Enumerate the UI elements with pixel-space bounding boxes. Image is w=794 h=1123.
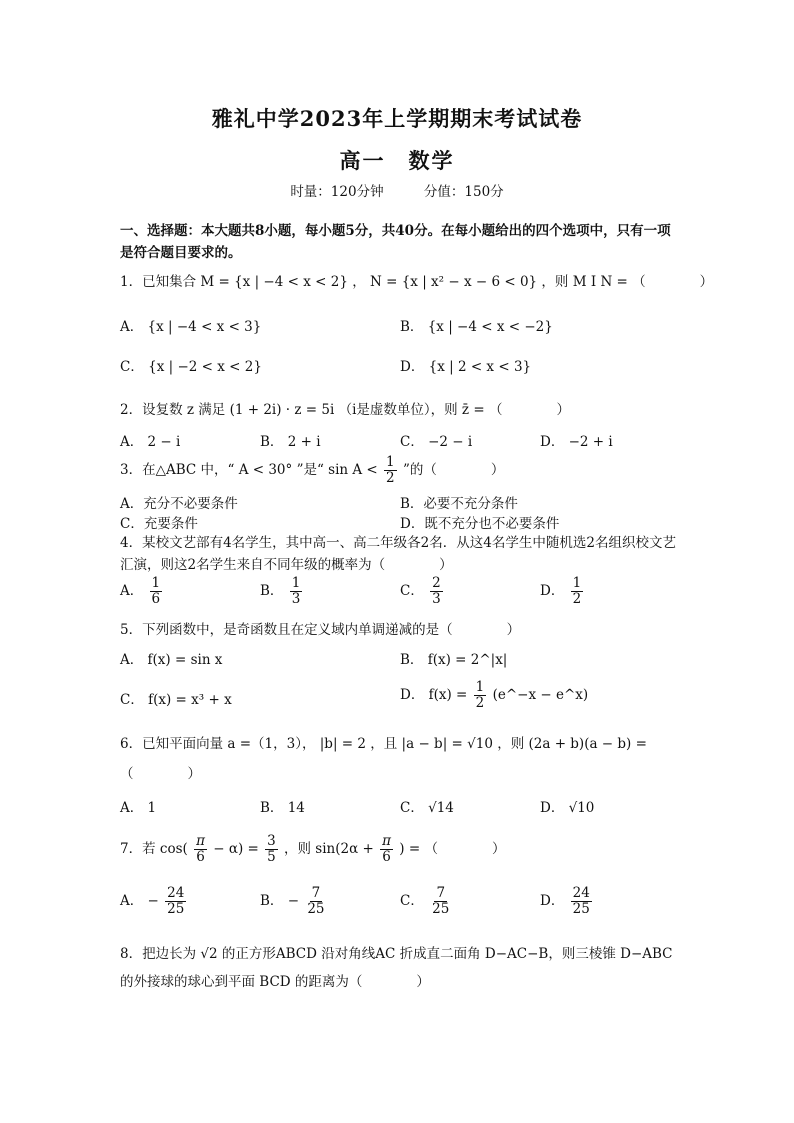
q4-a-label: A． — [120, 583, 144, 599]
q2-stem: 2．设复数 z 满足 (1 + 2i) · z = 5i （i是虚数单位），则 z̄ = （ ） — [120, 402, 570, 418]
q3-option-a: A．充分不必要条件 — [120, 496, 238, 512]
q4-d-fraction — [571, 576, 584, 607]
exam-score: 分值：150分 — [423, 184, 504, 200]
q7-three-fifths — [265, 834, 278, 865]
q3-stem — [120, 455, 680, 486]
q7-a-num: 24 — [167, 885, 185, 901]
q5-options-row2 — [120, 680, 680, 720]
q5-d-pre: D． f(x) = — [400, 687, 468, 703]
q2-option-b: B． 2 + i — [260, 434, 321, 450]
q3-stem-post: ”的（ ） — [402, 462, 505, 478]
q7-d-fraction — [571, 886, 592, 917]
q6-option-d: D． √10 — [540, 800, 595, 816]
q4-b-fraction — [290, 576, 303, 607]
q4-b-num: 1 — [291, 575, 301, 591]
q7-pi-b: π — [382, 833, 391, 849]
q4-option-b — [260, 576, 304, 607]
q5-option-d — [400, 680, 588, 711]
q7-five: 5 — [267, 849, 276, 865]
q4-d-den: 2 — [572, 591, 582, 607]
q7-b-sign: B． − — [260, 893, 300, 909]
q7-d-sign: D． — [540, 893, 565, 909]
q8-stem: 8．把边长为 √2 的正方形ABCD 沿对角线AC 折成直二面角 D−AC−B，则三棱锥 D−ABC — [120, 946, 673, 962]
exam-time: 时量：120分钟 — [290, 184, 384, 200]
q7-c-sign: C． — [400, 893, 424, 909]
q7-b-den: 25 — [307, 901, 325, 917]
q7-pi-over-6-b — [380, 834, 393, 865]
q7-option-c — [400, 886, 453, 917]
q5-options-row1 — [120, 648, 680, 672]
q7-c-num: 7 — [436, 885, 446, 901]
q4-c-num: 2 — [432, 575, 441, 591]
q3-frac-den: 2 — [386, 470, 395, 486]
q3-frac-num: 1 — [386, 454, 395, 470]
q4-c-label: C． — [400, 583, 424, 599]
q5-option-c: C． f(x) = x³ + x — [120, 692, 232, 708]
q4-c-den: 3 — [432, 591, 441, 607]
q1-stem: 1．已知集合 M = {x | −4 < x < 2} ， N = {x | x² − x − 6 < 0} ，则 M Ι N = （ ） — [120, 274, 714, 290]
q1-option-b: B． {x | −4 < x < −2} — [400, 319, 553, 335]
q4-d-label: D． — [540, 583, 565, 599]
section-heading: 一、选择题：本大题共8小题，每小题5分，共40分。在每小题给出的四个选项中，只有一项是符合题目要求的。 — [120, 223, 671, 261]
q4-options — [120, 576, 680, 616]
q5-option-a: A． f(x) = sin x — [120, 652, 223, 668]
q5-stem: 5．下列函数中，是奇函数且在定义域内单调递减的是（ ） — [120, 622, 521, 638]
q7-stem-pre: 7．若 cos( — [120, 841, 188, 857]
q7-b-num: 7 — [311, 885, 321, 901]
q4-b-den: 3 — [291, 591, 301, 607]
q7-stem-mid2: ，则 sin(2α + — [284, 841, 374, 857]
q1-option-a: A． {x | −4 < x < 3} — [120, 319, 262, 335]
q3-fraction — [384, 455, 397, 486]
q4-a-num: 1 — [151, 575, 161, 591]
q7-option-b — [260, 886, 329, 917]
q2-options — [120, 430, 680, 454]
q7-six-b: 6 — [382, 849, 391, 865]
q7-d-den: 25 — [572, 901, 590, 917]
q2-option-a: A． 2 − i — [120, 434, 181, 450]
q6-option-c: C． √14 — [400, 800, 454, 816]
q7-three: 3 — [267, 833, 276, 849]
q6-stem-2: （ ） — [120, 766, 201, 782]
q7-stem-post: ) = （ ） — [399, 841, 506, 857]
q4-d-num: 1 — [572, 575, 582, 591]
q3-option-d: D．既不充分也不必要条件 — [400, 516, 560, 532]
q7-options — [120, 886, 680, 926]
q3-option-b: B．必要不充分条件 — [400, 496, 518, 512]
q6-options — [120, 796, 680, 820]
exam-meta — [0, 180, 794, 200]
q7-d-num: 24 — [572, 885, 590, 901]
q1-options-row1 — [120, 315, 680, 339]
q4-a-den: 6 — [151, 591, 161, 607]
q4-b-label: B． — [260, 583, 284, 599]
q7-pi-over-6-a — [194, 834, 207, 865]
q4-option-c — [400, 576, 445, 607]
q4-a-fraction — [150, 576, 163, 607]
q7-a-fraction — [165, 886, 186, 917]
q4-stem: 4．某校文艺部有4名学生，其中高一、高二年级各2名．从这4名学生中随机选2名组织校文艺汇演，则这2名学生来自不同年级的概率为（ ） — [120, 535, 676, 573]
q7-a-den: 25 — [167, 901, 185, 917]
q1-option-c: C． {x | −2 < x < 2} — [120, 359, 262, 375]
q1-options-row2 — [120, 355, 680, 379]
q3-option-c: C．充要条件 — [120, 516, 198, 532]
q7-c-fraction — [430, 886, 451, 917]
q4-option-a — [120, 576, 164, 607]
q7-a-sign: A． − — [120, 893, 159, 909]
q7-c-den: 25 — [432, 901, 450, 917]
exam-title: 雅礼中学2023年上学期期末考试试卷 — [211, 106, 583, 131]
q7-option-d — [540, 886, 594, 917]
q6-option-a: A． 1 — [120, 800, 157, 816]
q2-option-d: D． −2 + i — [540, 434, 613, 450]
q7-six-a: 6 — [196, 849, 205, 865]
q5-option-b: B． f(x) = 2^|x| — [400, 652, 508, 668]
q8-stem-2: 的外接球的球心到平面 BCD 的距离为（ ） — [120, 974, 430, 990]
exam-subtitle: 高一 数学 — [339, 148, 455, 173]
q4-c-fraction — [430, 576, 443, 607]
q7-b-fraction — [305, 886, 326, 917]
q5-d-den: 2 — [475, 695, 485, 711]
q1-option-d: D． {x | 2 < x < 3} — [400, 359, 532, 375]
q4-option-d — [540, 576, 585, 607]
q7-stem-mid1: − α) = — [213, 841, 259, 857]
q6-option-b: B． 14 — [260, 800, 305, 816]
q5-d-num: 1 — [475, 679, 485, 695]
q2-option-c: C． −2 − i — [400, 434, 473, 450]
q7-pi-a: π — [196, 833, 205, 849]
q7-stem — [120, 834, 680, 865]
q6-stem: 6．已知平面向量 a =（1，3）， |b| = 2 ，且 |a − b| = √10 ，则 (2a + b)(a − b) = — [120, 736, 647, 752]
q3-stem-pre: 3．在△ABC 中，“ A < 30° ”是“ sin A < — [120, 462, 378, 478]
q5-d-post: (e^−x − e^x) — [492, 687, 589, 703]
q7-option-a — [120, 886, 188, 917]
q5-d-fraction — [474, 680, 487, 711]
